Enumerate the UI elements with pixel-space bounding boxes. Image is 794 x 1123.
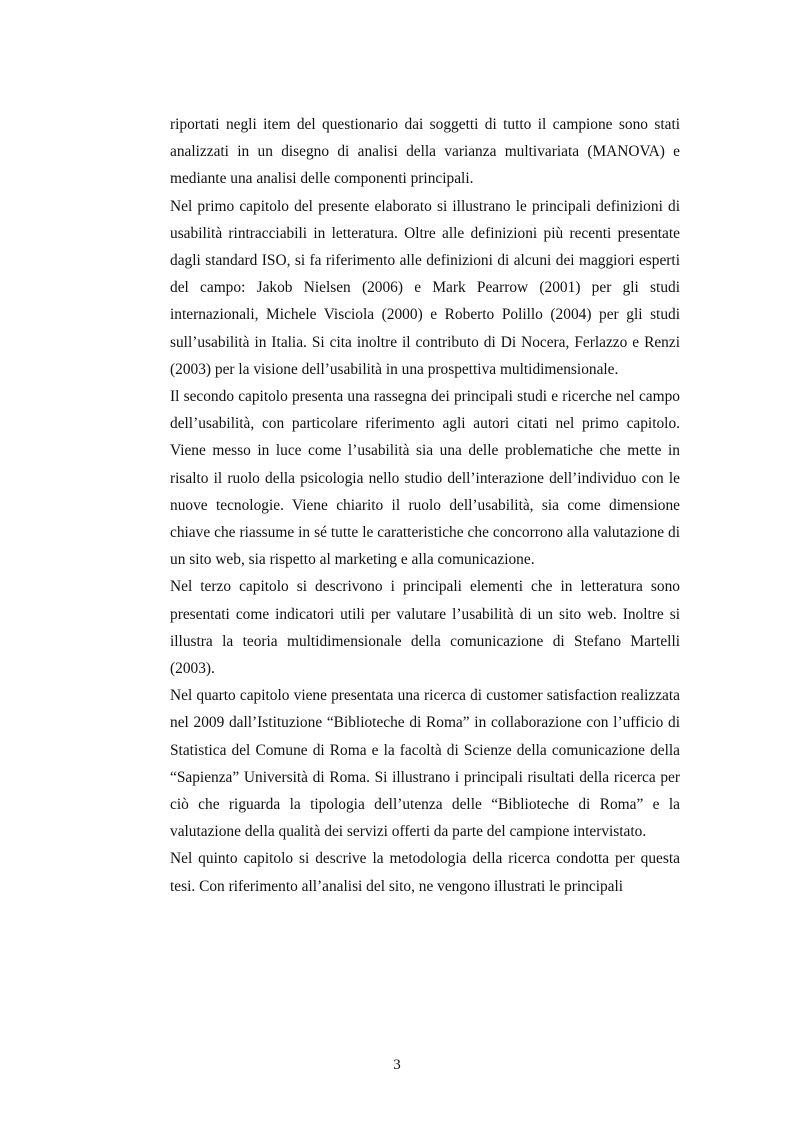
paragraph-4: Nel terzo capitolo si descrivono i principali elementi che in letteratura sono presentati come indicatori utili per valutare l’usabilità di un sito web. Inoltre si illustra la teoria multidimensionale della comunicazione di Stefano Martelli (2003).	[170, 578, 680, 678]
paragraph-3: Il secondo capitolo presenta una rassegna dei principali studi e ricerche nel campo dell’usabilità, con particolare riferimento agli autori citati nel primo capitolo. Viene messo in luce come l’usabilità sia una delle problematiche che mette in risalto il ruolo della psicologia nello studio dell’interazione dell’individuo con le nuove tecnologie. Viene chiarito il ruolo dell’usabilità, sia come dimensione chiave che riassume in sé tutte le caratteristiche che concorrono alla valutazione di un sito web, sia rispetto al marketing e alla comunicazione.	[170, 388, 680, 569]
page-number: 3	[393, 1057, 401, 1073]
paragraph-2: Nel primo capitolo del presente elaborato si illustrano le principali definizioni di usabilità rintracciabili in letteratura. Oltre alle definizioni più recenti presentate dagli standard ISO, si fa riferimento alle definizioni di alcuni dei maggiori esperti del campo: Jakob Nielsen (2006) e Mark Pearrow (2001) per gli studi internazionali, Michele Visciola (2000) e Roberto Polillo (2004) per gli studi sull’usabilità in Italia. Si cita inoltre il contributo di Di Nocera, Ferlazzo e Renzi (2003) per la visione dell’usabilità in una prospettiva multidimensionale.	[170, 197, 680, 378]
body-text	[170, 111, 680, 900]
paragraph-1: riportati negli item del questionario dai soggetti di tutto il campione sono stati analizzati in un disegno di analisi della varianza multivariata (MANOVA) e mediante una analisi delle componenti principali.	[170, 116, 680, 188]
paragraph-5: Nel quarto capitolo viene presentata una ricerca di customer satisfaction realizzata nel 2009 dall’Istituzione “Biblioteche di Roma” in collaborazione con l’ufficio di Statistica del Comune di Roma e la facoltà di Scienze della comunicazione della “Sapienza” Università di Roma. Si illustrano i principali risultati della ricerca per ciò che riguarda la tipologia dell’utenza delle “Biblioteche di Roma” e la valutazione della qualità dei servizi offerti da parte del campione intervistato.	[170, 687, 680, 841]
paragraph-6: Nel quinto capitolo si descrive la metodologia della ricerca condotta per questa tesi. Con riferimento all’analisi del sito, ne vengono illustrati le principali	[170, 850, 680, 895]
